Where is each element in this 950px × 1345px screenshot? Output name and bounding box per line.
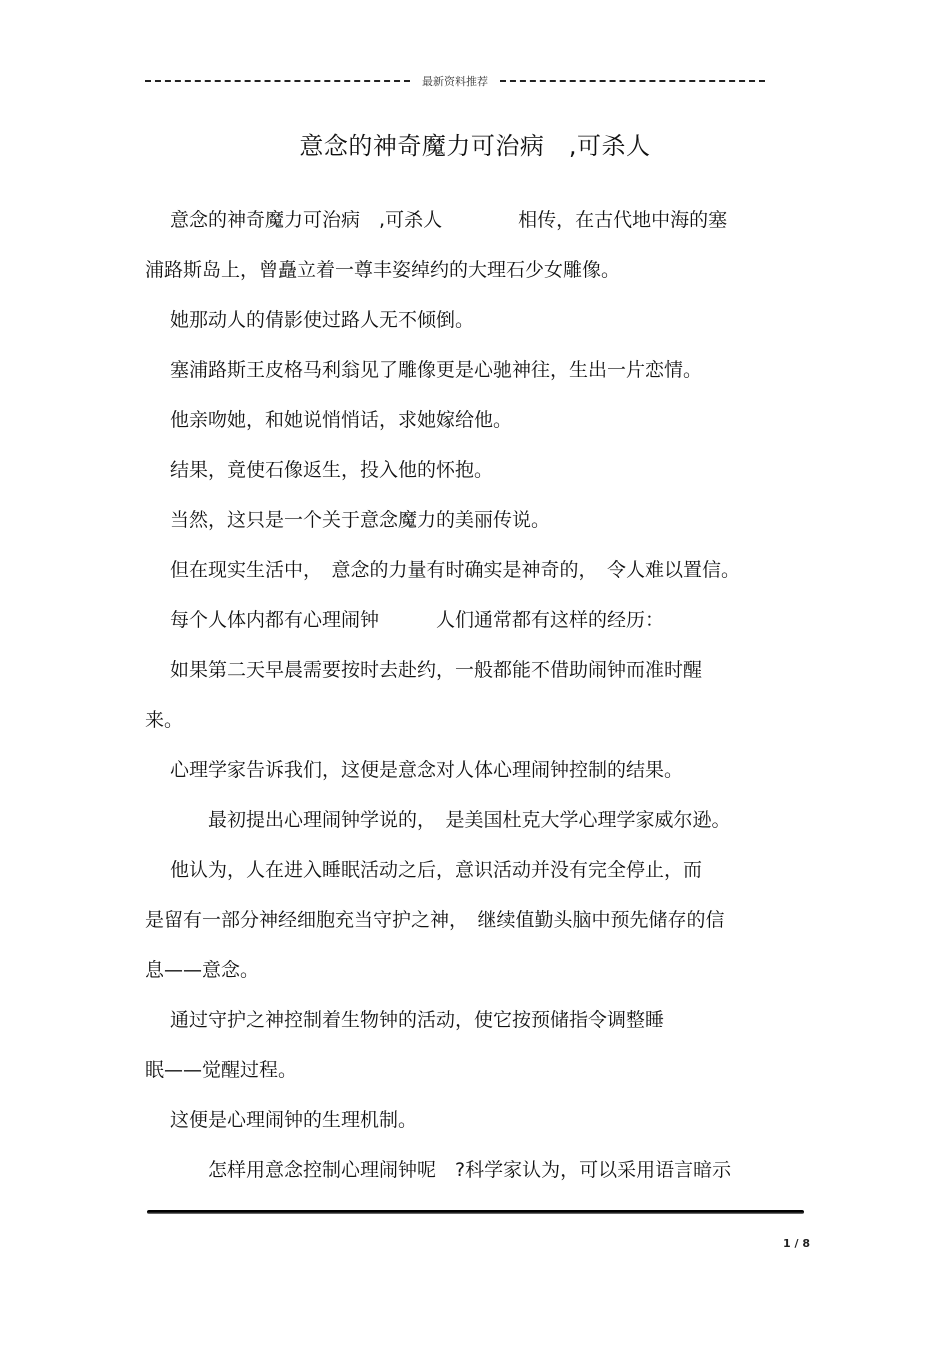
- header-dash-right: [500, 80, 765, 82]
- text-line: 塞浦路斯王皮格马利翁见了雕像更是心驰神往，生出一片恋情。: [145, 359, 703, 381]
- text-line: 通过守护之神控制着生物钟的活动，使它按预储指令调整睡: [145, 1009, 665, 1031]
- text-line: 来。: [145, 709, 184, 731]
- text-line: 但在现实生活中， 意念的力量有时确实是神奇的， 令人难以置信。: [145, 559, 741, 581]
- page-header: [145, 70, 765, 92]
- document-title: 意念的神奇魔力可治病 ,可杀人: [299, 132, 651, 160]
- text-line: 是留有一部分神经细胞充当守护之神， 继续值勤头脑中预先储存的信: [145, 909, 725, 931]
- text-line: 当然，这只是一个关于意念魔力的美丽传说。: [145, 509, 551, 531]
- text-line: 每个人体内都有心理闹钟 人们通常都有这样的经历：: [145, 609, 665, 631]
- header-label: 最新资料推荐: [422, 75, 488, 88]
- text-line: 最初提出心理闹钟学说的， 是美国杜克大学心理学家威尔逊。: [145, 809, 731, 831]
- text-line: 她那动人的倩影使过路人无不倾倒。: [145, 309, 475, 331]
- text-line: 浦路斯岛上，曾矗立着一尊丰姿绰约的大理石少女雕像。: [145, 259, 621, 281]
- text-line: 结果，竟使石像返生，投入他的怀抱。: [145, 459, 494, 481]
- text-line: 他认为，人在进入睡眠活动之后，意识活动并没有完全停止，而: [145, 859, 703, 881]
- text-line: 息——意念。: [145, 959, 260, 981]
- text-line: 他亲吻她，和她说悄悄话，求她嫁给他。: [145, 409, 513, 431]
- document-body: [145, 195, 810, 1195]
- text-line: 如果第二天早晨需要按时去赴约，一般都能不借助闹钟而准时醒: [145, 659, 703, 681]
- text-line: 这便是心理闹钟的生理机制。: [145, 1109, 418, 1131]
- text-line: 意念的神奇魔力可治病 ,可杀人 相传，在古代地中海的塞: [145, 209, 728, 231]
- page-number: 1 / 8: [783, 1237, 810, 1250]
- text-line: 心理学家告诉我们，这便是意念对人体心理闹钟控制的结果。: [145, 759, 684, 781]
- text-line: 眠——觉醒过程。: [145, 1059, 298, 1081]
- text-line: 怎样用意念控制心理闹钟呢 ?科学家认为，可以采用语言暗示: [145, 1159, 732, 1181]
- footer-divider: [147, 1210, 804, 1214]
- header-dash-left: [145, 80, 410, 82]
